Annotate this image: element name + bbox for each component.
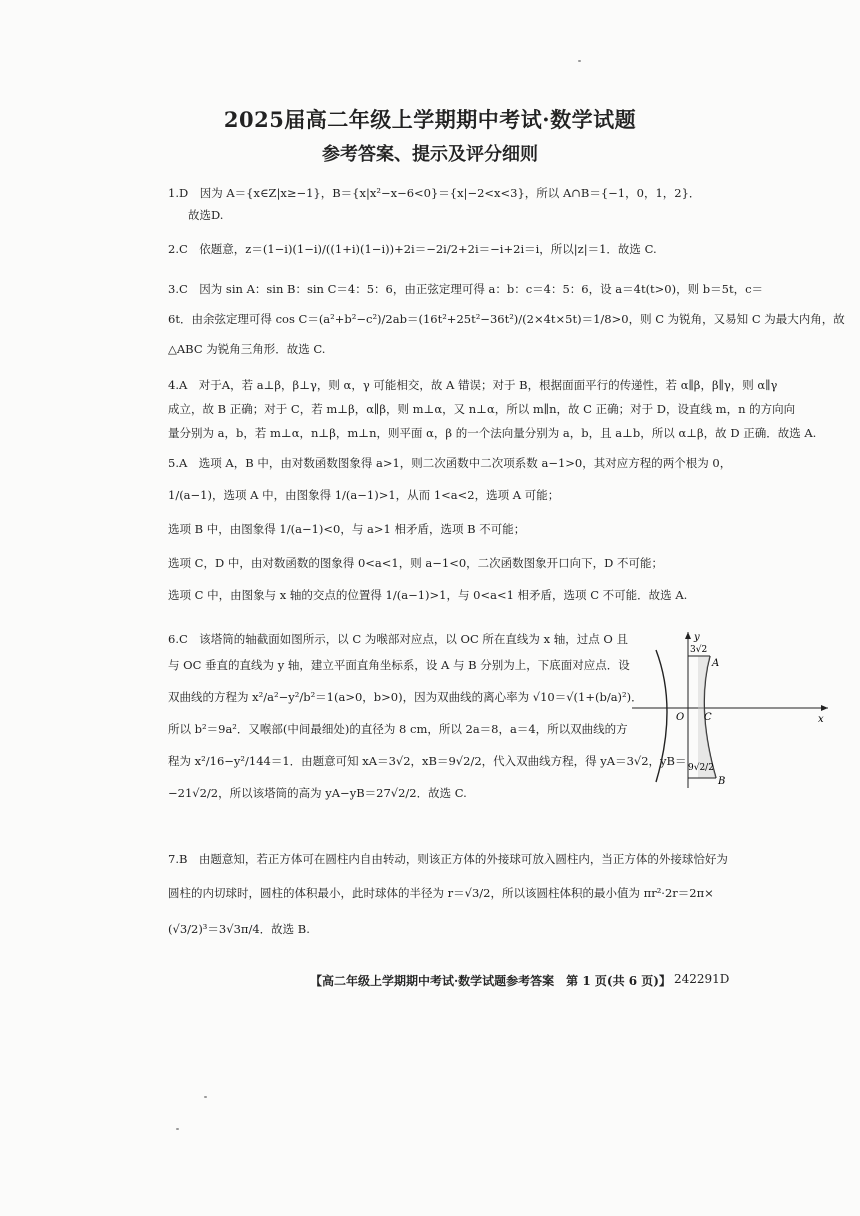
answer-line: 3.C 因为 sin A：sin B：sin C＝4：5：6，由正弦定理可得 a：b：c＝4：5：6，设 a＝4t(t>0)，则 b＝5t，c＝ xyxy=(168,282,764,296)
label-C: C xyxy=(704,712,712,723)
answer-line: 量分别为 a，b，若 m⊥α，n⊥β，m⊥n，则平面 α，β 的一个法向量分别为 a，b，且 a⊥b，所以 α⊥β，故 D 正确．故选 A. xyxy=(168,426,817,440)
answer-line: △ABC 为锐角三角形．故选 C. xyxy=(168,342,326,356)
answer-line: 5.A 选项 A，B 中，由对数函数图象得 a>1，则二次函数中二次项系数 a−1>0，其对应方程的两个根为 0， xyxy=(168,456,732,470)
doc-code: 242291D xyxy=(674,972,730,986)
answer-line: 选项 B 中，由图象得 1/(a−1)<0，与 a>1 相矛盾，选项 B 不可能； xyxy=(168,522,526,536)
label-O: O xyxy=(676,712,685,723)
x-axis-arrow xyxy=(821,705,828,711)
answer-line: 1.D 因为 A＝{x∈Z|x≥−1}，B＝{x|x²−x−6<0}＝{x|−2<x<3}，所以 A∩B＝{−1，0，1，2}． xyxy=(168,186,701,200)
scan-speck xyxy=(176,1128,179,1130)
label-y: y xyxy=(694,632,700,643)
hyperbola-left-branch xyxy=(656,650,667,782)
answer-line: 1/(a−1)，选项 A 中，由图象得 1/(a−1)>1，从而 1<a<2，选项 A 可能； xyxy=(168,488,560,502)
answer-line: 选项 C 中，由图象与 x 轴的交点的位置得 1/(a−1)>1，与 0<a<1 相矛盾，选项 C 不可能．故选 A. xyxy=(168,588,688,602)
page-subtitle: 参考答案、提示及评分细则 xyxy=(322,144,538,165)
answer-line: 故选D. xyxy=(188,208,224,222)
answer-q7 xyxy=(168,850,746,938)
scan-speck xyxy=(578,60,581,62)
label-9root2-over-2: 9√2/2 xyxy=(688,763,714,773)
scan-speck xyxy=(204,1096,207,1098)
answer-line: 6t．由余弦定理可得 cos C＝(a²+b²−c²)/2ab＝(16t²+25t²−36t²)/(2×4t×5t)＝1/8>0，则 C 为锐角，又易知 C 为最大内角，故 xyxy=(168,312,845,326)
answer-q3 xyxy=(168,280,845,358)
answer-line: 圆柱的内切球时，圆柱的体积最小，此时球体的半径为 r＝√3/2，所以该圆柱体积的最小值为 πr²·2r＝2π× xyxy=(168,886,714,900)
answer-line: 与 OC 垂直的直线为 y 轴，建立平面直角坐标系，设 A 与 B 分别为上，下底面对应点．设 xyxy=(168,658,630,672)
answer-line: 2.C 依题意，z＝(1−i)(1−i)/((1+i)(1−i))+2i＝−2i/2+2i＝−i+2i＝i，所以|z|＝1．故选 C. xyxy=(168,242,657,256)
answer-line: −21√2/2，所以该塔筒的高为 yA−yB＝27√2/2．故选 C. xyxy=(168,786,467,800)
hyperbola-figure xyxy=(632,630,832,790)
answer-line: 所以 b²＝9a²．又喉部(中间最细处)的直径为 8 cm，所以 2a＝8，a＝4，所以双曲线的方 xyxy=(168,722,628,736)
answer-line: 6.C 该塔筒的轴截面如图所示，以 C 为喉部对应点，以 OC 所在直线为 x 轴，过点 O 且 xyxy=(168,632,628,646)
label-3root2: 3√2 xyxy=(690,645,708,655)
answer-q1 xyxy=(168,184,746,224)
answer-line: 成立，故 B 正确；对于 C，若 m⊥β，α∥β，则 m⊥α，又 n⊥α，所以 m∥n，故 C 正确；对于 D，设直线 m，n 的方向向 xyxy=(168,402,796,416)
answer-q5 xyxy=(168,454,746,604)
page-footer: 【高二年级上学期期中考试·数学试题参考答案 第 1 页(共 6 页)】 xyxy=(310,974,671,988)
answer-q4 xyxy=(168,376,817,442)
label-x: x xyxy=(818,714,824,725)
answer-q2 xyxy=(168,240,746,258)
label-B: B xyxy=(718,776,726,787)
answer-line: (√3/2)³＝3√3π/4．故选 B. xyxy=(168,922,310,936)
answer-line: 选项 C，D 中，由对数函数的图象得 0<a<1，则 a−1<0，二次函数图象开口向下，D 不可能； xyxy=(168,556,664,570)
answer-q6 xyxy=(168,630,687,802)
y-axis-arrow xyxy=(685,632,691,639)
answer-line: 双曲线的方程为 x²/a²−y²/b²＝1(a>0，b>0)，因为双曲线的离心率为 √10＝√(1+(b/a)²)． xyxy=(168,690,643,704)
answer-line: 7.B 由题意知，若正方体可在圆柱内自由转动，则该正方体的外接球可放入圆柱内，当正方体的外接球恰好为 xyxy=(168,852,728,866)
answer-line: 程为 x²/16−y²/144＝1．由题意可知 xA＝3√2，xB＝9√2/2，代入双曲线方程，得 yA＝3√2，yB＝ xyxy=(168,754,687,768)
page-title: 2025届高二年级上学期期中考试·数学试题 xyxy=(223,107,637,132)
answer-line: 4.A 对于A，若 a⊥β，β⊥γ，则 α，γ 可能相交，故 A 错误；对于 B，根据面面平行的传递性，若 α∥β，β∥γ，则 α∥γ xyxy=(168,378,778,392)
label-A: A xyxy=(712,658,720,669)
